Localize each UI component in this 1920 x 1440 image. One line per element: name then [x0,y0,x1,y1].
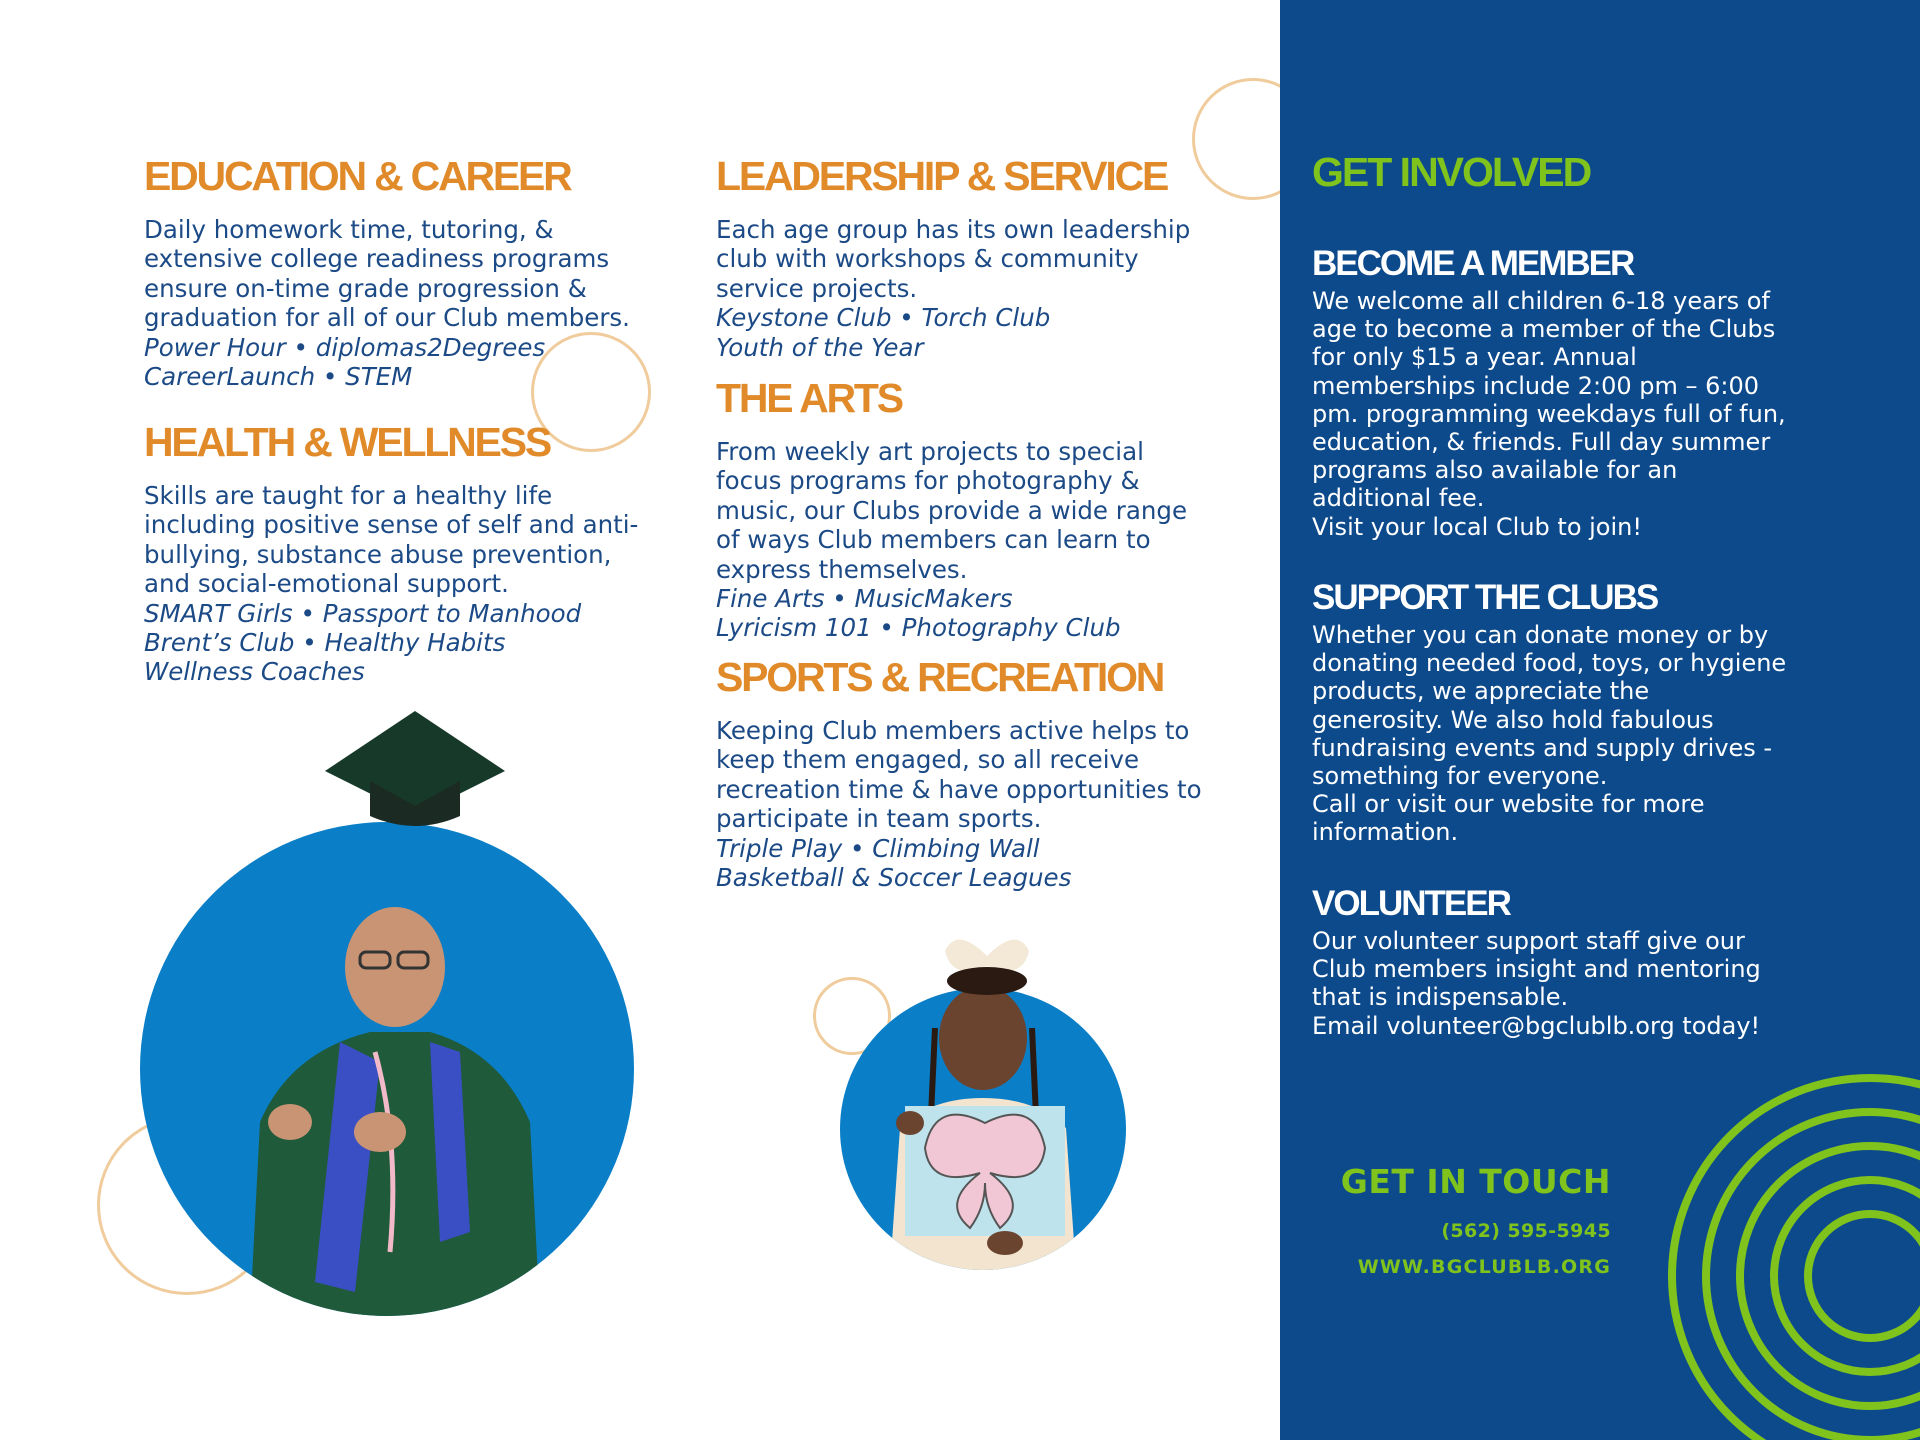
section-heading: THE ARTS [716,375,902,421]
body-line: of ways Club members can learn to [716,525,1151,555]
body-line: From weekly art projects to special [716,437,1144,466]
leadership-section [716,153,1236,362]
body-line: including positive sense of self and anti- [144,510,639,540]
education-section [144,153,664,392]
support-heading: SUPPORT THE CLUBS [1312,578,1658,617]
body-line: service projects. [716,273,918,303]
body-line: bullying, substance abuse prevention, [144,539,612,569]
graduate-illustration [140,822,634,1316]
program-list: Basketball & Soccer Leagues [716,863,1072,893]
program-list: Power Hour • diplomas2Degrees [144,332,546,362]
body-line: ensure on-time grade progression & [144,273,587,303]
health-section [144,419,664,687]
section-heading: EDUCATION & CAREER [144,153,571,199]
section-body [716,437,1236,643]
section-body [716,716,1236,892]
body-line: age to become a member of the Clubs [1312,315,1776,344]
concentric-rings-decoration [1600,1050,1920,1440]
section-heading: LEADERSHIP & SERVICE [716,153,1168,199]
phone-link[interactable]: (562) 595-5945 [1441,1220,1611,1242]
body-line: fundraising events and supply drives - [1312,733,1773,762]
section-heading: SPORTS & RECREATION [716,654,1164,700]
body-line: participate in team sports. [716,804,1042,834]
body-line: music, our Clubs provide a wide range [716,495,1188,525]
section-body [144,215,664,391]
body-line: Daily homework time, tutoring, & [144,215,554,244]
body-line: express themselves. [716,554,968,584]
graduate-photo [140,822,634,1316]
body-line: for only $15 a year. Annual [1312,343,1637,372]
body-line: graduation for all of our Club members. [144,303,630,333]
program-list: Fine Arts • MusicMakers [716,584,1013,614]
body-line: education, & friends. Full day summer [1312,428,1771,457]
body-line: extensive college readiness programs [144,244,610,274]
program-list: Wellness Coaches [144,657,365,687]
body-line: focus programs for photography & [716,466,1140,496]
body-line: Each age group has its own leadership [716,215,1191,244]
volunteer-heading: VOLUNTEER [1312,884,1510,923]
body-line: products, we appreciate the [1312,677,1650,706]
member-heading: BECOME A MEMBER [1312,244,1634,283]
body-line: keep them engaged, so all receive [716,745,1140,775]
body-line: information. [1312,818,1459,847]
section-heading: HEALTH & WELLNESS [144,419,550,465]
section-body [144,481,664,687]
body-line: recreation time & have opportunities to [716,774,1202,804]
member-body [1312,287,1786,541]
sports-section [716,654,1236,893]
volunteer-body [1312,927,1782,1040]
body-line: additional fee. [1312,484,1485,513]
body-line: Skills are taught for a healthy life [144,481,553,510]
hair-bow-icon [937,926,1037,996]
child-photo [840,988,1126,1270]
body-line: donating needed food, toys, or hygiene [1312,649,1787,678]
body-line: Keeping Club members active helps to [716,716,1190,745]
program-list: Youth of the Year [716,332,924,362]
body-line: Whether you can donate money or by [1312,621,1769,649]
body-line: programs also available for an [1312,456,1678,485]
graduation-cap-icon [320,706,510,836]
child-illustration [840,988,1126,1270]
body-line: club with workshops & community [716,244,1139,274]
panel-title: GET INVOLVED [1312,149,1591,195]
section-body [716,215,1236,362]
body-line: Call or visit our website for more [1312,790,1705,819]
body-line: Email volunteer@bgclublb.org today! [1312,1011,1761,1040]
body-line: memberships include 2:00 pm – 6:00 [1312,371,1760,400]
body-line: We welcome all children 6-18 years of [1312,287,1770,315]
program-list: Keystone Club • Torch Club [716,303,1051,333]
body-line: and social-emotional support. [144,569,509,599]
program-list: SMART Girls • Passport to Manhood [144,598,582,628]
contact-heading: GET IN TOUCH [1340,1162,1611,1201]
support-body [1312,621,1787,847]
body-line: Visit your local Club to join! [1312,512,1642,541]
program-list: CareerLaunch • STEM [144,362,413,392]
program-list: Lyricism 101 • Photography Club [716,613,1121,643]
body-line: generosity. We also hold fabulous [1312,705,1714,734]
body-line: something for everyone. [1312,762,1608,791]
body-line: Our volunteer support staff give our [1312,927,1745,955]
body-line: that is indispensable. [1312,983,1569,1012]
contact-block [1340,1162,1611,1278]
get-involved-panel [1280,0,1920,1440]
body-line: pm. programming weekdays full of fun, [1312,399,1786,428]
program-list: Brent’s Club • Healthy Habits [144,628,506,658]
body-line: Club members insight and mentoring [1312,955,1761,984]
program-list: Triple Play • Climbing Wall [716,833,1040,863]
arts-section [716,375,1236,643]
website-link[interactable]: WWW.BGCLUBLB.ORG [1357,1256,1611,1278]
